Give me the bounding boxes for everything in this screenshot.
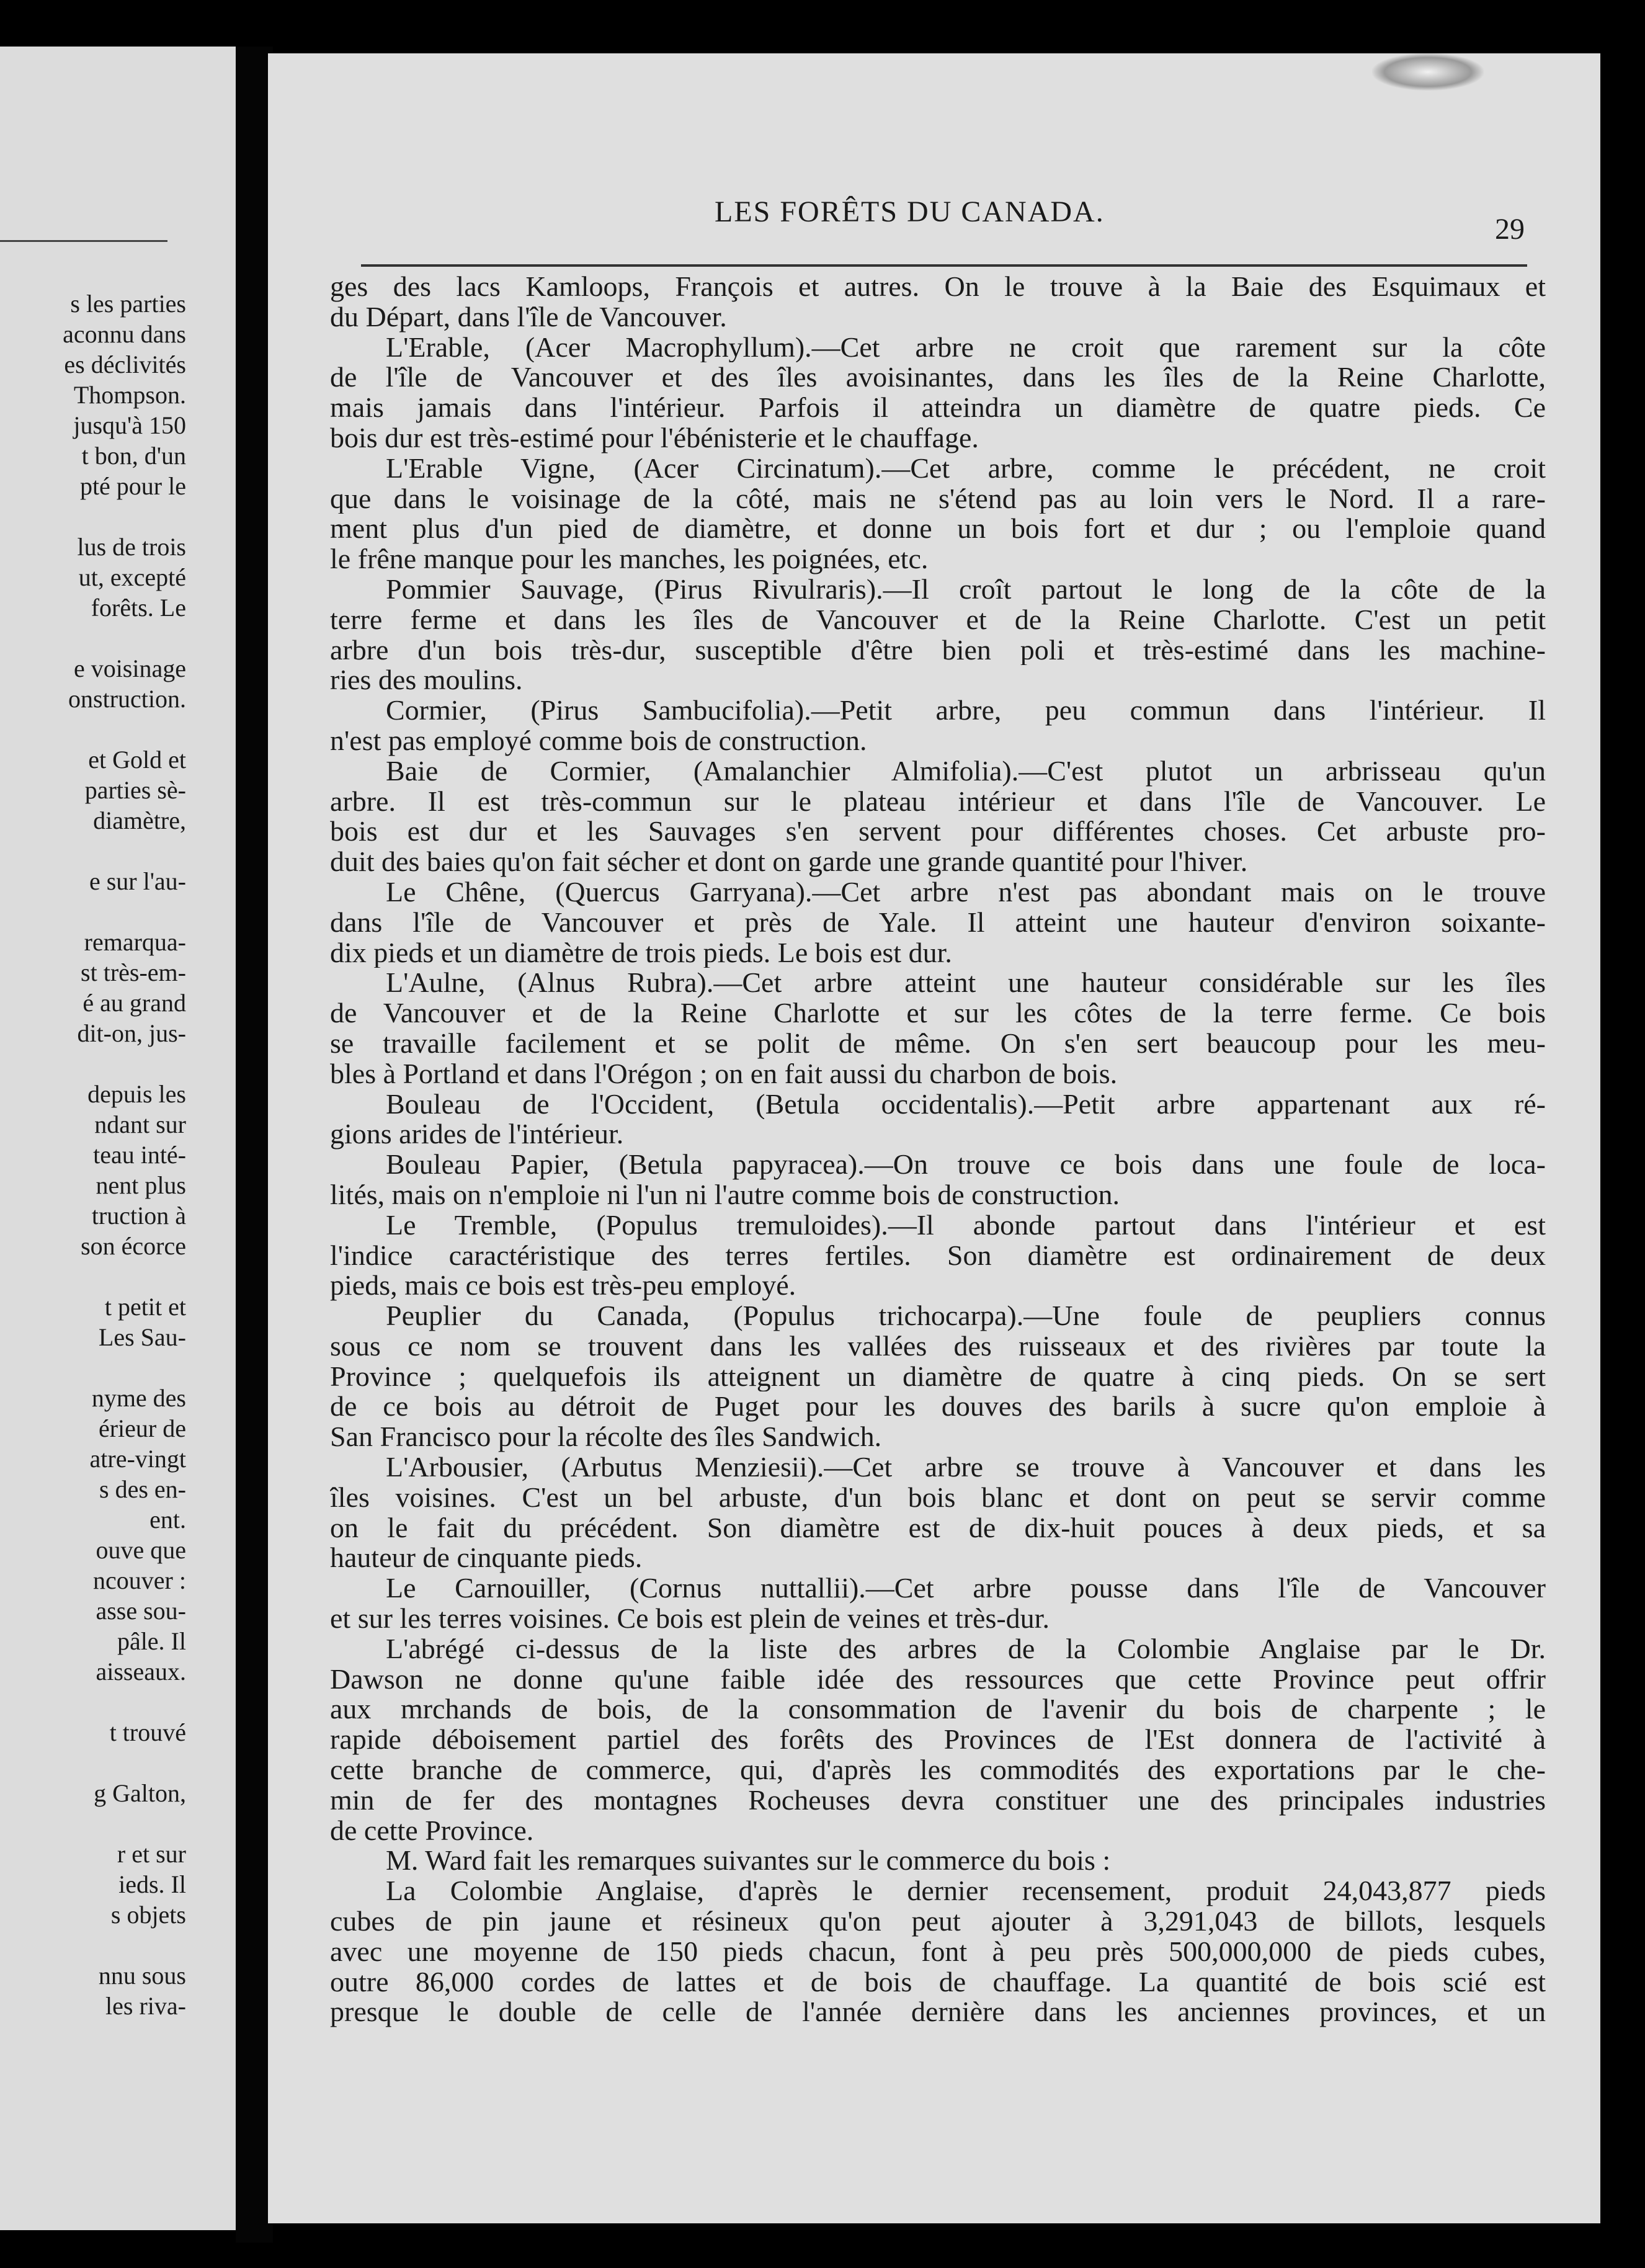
text-line: rapide déboisement partiel des forêts des Provinces de l'Est donnera de l'activité à bbox=[330, 1725, 1546, 1756]
left-page-line: aisseaux. bbox=[96, 1658, 186, 1685]
right-page bbox=[268, 53, 1600, 2223]
left-page-line: st très-em- bbox=[81, 958, 186, 986]
left-page-line: nnu sous bbox=[98, 1962, 186, 1989]
left-page-line: jusqu'à 150 bbox=[73, 411, 186, 439]
text-line: Cormier, (Pirus Sambucifolia).—Petit arbre, peu commun dans l'intérieur. Il bbox=[386, 695, 1546, 726]
text-line: îles voisines. C'est un bel arbuste, d'un bois blanc et dont on peut se servir comme bbox=[330, 1482, 1546, 1513]
text-line: se travaille facilement et se polit de même. On s'en sert beaucoup pour les meu- bbox=[330, 1028, 1546, 1059]
page-number: 29 bbox=[1495, 213, 1525, 246]
left-page-line: atre-vingt bbox=[89, 1445, 186, 1473]
text-line: Le Chêne, (Quercus Garryana).—Cet arbre n'est pas abondant mais on le trouve bbox=[386, 877, 1546, 908]
left-page-line bbox=[0, 623, 186, 653]
left-page-line bbox=[0, 1687, 186, 1717]
text-line: ries des moulins. bbox=[330, 665, 523, 696]
text-line: arbre. Il est très-commun sur le plateau intérieur et dans l'île de Vancouver. Le bbox=[330, 786, 1546, 817]
text-line: n'est pas employé comme bois de construction. bbox=[330, 725, 867, 756]
text-line: bois est dur et les Sauvages s'en servent pour différentes choses. Cet arbuste pro- bbox=[330, 816, 1546, 847]
left-page-line: lus de trois bbox=[77, 533, 186, 561]
left-page-line bbox=[0, 896, 186, 927]
text-line: Bouleau de l'Occident, (Betula occidentalis).—Petit arbre appartenant aux ré- bbox=[386, 1089, 1546, 1120]
text-line: Dawson ne donne qu'une faible idée des ressources que cette Province peut offrir bbox=[330, 1664, 1546, 1695]
text-line: de l'île de Vancouver et des îles avoisinantes, dans les îles de la Reine Charlotte, bbox=[330, 362, 1546, 393]
text-line: sous ce nom se trouvent dans les vallées des ruisseaux et des rivières par toute la bbox=[330, 1331, 1546, 1362]
text-line: et sur les terres voisines. Ce bois est plein de veines et très-dur. bbox=[330, 1604, 1050, 1634]
left-page-text bbox=[0, 288, 186, 2021]
text-line: Pommier Sauvage, (Pirus Rivulraris).—Il croît partout le long de la côte de la bbox=[386, 574, 1546, 605]
text-line: Baie de Cormier, (Amalanchier Almifolia).—C'est plutot un arbrisseau qu'un bbox=[386, 756, 1546, 787]
text-line: aux mrchands de bois, de la consommation de l'avenir du bois de charpente ; le bbox=[330, 1694, 1546, 1725]
text-line: dans l'île de Vancouver et près de Yale. Il atteint une hauteur d'environ soixante- bbox=[330, 907, 1546, 938]
text-line: San Francisco pour la récolte des îles Sandwich. bbox=[330, 1422, 882, 1453]
text-line: min de fer des montagnes Rocheuses devra constituer une des principales industries bbox=[330, 1785, 1546, 1816]
text-line: presque le double de celle de l'année dernière dans les anciennes provinces, et un bbox=[330, 1997, 1546, 2028]
text-line: terre ferme et dans les îles de Vancouver et de la Reine Charlotte. C'est un petit bbox=[330, 604, 1546, 635]
left-page-line: parties sè- bbox=[84, 776, 186, 804]
left-page-line: ndant sur bbox=[94, 1110, 186, 1138]
text-line: L'Erable Vigne, (Acer Circinatum).—Cet arbre, comme le précédent, ne croit bbox=[386, 453, 1546, 484]
text-line: de Vancouver et de la Reine Charlotte et sur les côtes de la terre ferme. Ce bois bbox=[330, 998, 1546, 1029]
text-line: avec une moyenne de 150 pieds chacun, font à peu près 500,000,000 de pieds cubes, bbox=[330, 1936, 1546, 1967]
text-line: de cette Province. bbox=[330, 1815, 534, 1846]
left-page-line: nyme des bbox=[91, 1384, 186, 1412]
left-page-line: depuis les bbox=[87, 1080, 186, 1108]
left-page-line: é au grand bbox=[82, 989, 186, 1017]
left-page-line: asse sou- bbox=[96, 1597, 186, 1625]
left-page-line: s objets bbox=[110, 1901, 186, 1929]
left-page-line: aconnu dans bbox=[63, 320, 186, 348]
left-page-line: r et sur bbox=[117, 1840, 186, 1868]
text-line: duit des baies qu'on fait sécher et dont on garde une grande quantité pour l'hiver. bbox=[330, 847, 1248, 877]
left-page-line: érieur de bbox=[98, 1414, 186, 1442]
text-line: L'Erable, (Acer Macrophyllum).—Cet arbre ne croit que rarement sur la côte bbox=[386, 332, 1546, 363]
text-line: L'Arbousier, (Arbutus Menziesii).—Cet arbre se trouve à Vancouver et dans les bbox=[386, 1452, 1546, 1483]
text-line: dix pieds et un diamètre de trois pieds. Le bois est dur. bbox=[330, 937, 952, 968]
left-page-line bbox=[0, 1930, 186, 1960]
left-page-line bbox=[0, 1048, 186, 1079]
left-page-line bbox=[0, 1352, 186, 1383]
text-line: arbre d'un bois très-dur, susceptible d'être bien poli et très-estimé dans les machine- bbox=[330, 635, 1546, 666]
text-line: lités, mais on n'emploie ni l'un ni l'autre comme bois de construction. bbox=[330, 1179, 1120, 1210]
text-line: cette branche de commerce, qui, d'après les commodités des exportations par le che- bbox=[330, 1755, 1546, 1785]
text-line: outre 86,000 cordes de lattes et de bois de chauffage. La quantité de bois scié est bbox=[330, 1967, 1546, 1998]
book-gutter bbox=[236, 47, 273, 2243]
ink-blot bbox=[1372, 53, 1484, 91]
text-line: Le Carnouiller, (Cornus nuttallii).—Cet arbre pousse dans l'île de Vancouver bbox=[386, 1573, 1546, 1604]
left-page-line: et Gold et bbox=[88, 746, 186, 774]
body-text bbox=[330, 272, 1546, 2027]
left-page-line bbox=[0, 836, 186, 866]
left-page-line bbox=[0, 714, 186, 744]
left-page-line: pté pour le bbox=[79, 472, 186, 500]
left-page-line: ieds. Il bbox=[118, 1870, 186, 1898]
left-page-line: ncouver : bbox=[93, 1566, 186, 1594]
text-line: pieds, mais ce bois est très-peu employé. bbox=[330, 1270, 796, 1301]
left-page-line: Thompson. bbox=[73, 381, 186, 409]
left-page-line: s des en- bbox=[99, 1475, 186, 1503]
text-line: M. Ward fait les remarques suivantes sur le commerce du bois : bbox=[386, 1846, 1111, 1877]
left-page-line bbox=[0, 1261, 186, 1292]
text-line: de ce bois au détroit de Puget pour les douves des barils à sucre qu'on emploie à bbox=[330, 1391, 1546, 1422]
left-page-line: teau inté- bbox=[93, 1141, 186, 1169]
left-page-line: son écorce bbox=[81, 1232, 186, 1260]
left-page-line bbox=[0, 501, 186, 532]
left-page-line: les riva- bbox=[105, 1992, 186, 2020]
text-line: L'Aulne, (Alnus Rubra).—Cet arbre atteint une hauteur considérable sur les îles bbox=[386, 968, 1546, 999]
left-page-line: e sur l'au- bbox=[89, 867, 186, 895]
left-page-line: t trouvé bbox=[109, 1718, 186, 1746]
left-page-line: ent. bbox=[149, 1506, 186, 1534]
text-line: ment plus d'un pied de diamètre, et donne un bois fort et dur ; ou l'emploie quand bbox=[330, 514, 1546, 545]
left-page-line: diamètre, bbox=[93, 806, 186, 834]
text-line: ges des lacs Kamloops, François et autres. On le trouve à la Baie des Esquimaux et bbox=[330, 272, 1546, 302]
left-page-line: forêts. Le bbox=[91, 594, 186, 622]
left-page-line: t bon, d'un bbox=[81, 442, 186, 470]
text-line: l'indice caractéristique des terres fertiles. Son diamètre est ordinairement de deux bbox=[330, 1240, 1546, 1271]
left-page-line: onstruction. bbox=[68, 685, 186, 713]
left-page-line: e voisinage bbox=[73, 654, 186, 682]
text-line: Le Tremble, (Populus tremuloides).—Il abonde partout dans l'intérieur et est bbox=[386, 1210, 1546, 1241]
left-page-line: remarqua- bbox=[84, 928, 186, 956]
header-rule bbox=[361, 264, 1527, 267]
text-line: gions arides de l'intérieur. bbox=[330, 1119, 624, 1150]
left-page-line: s les parties bbox=[70, 290, 186, 318]
left-page-line: pâle. Il bbox=[117, 1627, 186, 1655]
left-page-line: dit-on, jus- bbox=[77, 1019, 186, 1047]
left-page-line bbox=[0, 1748, 186, 1778]
text-line: du Départ, dans l'île de Vancouver. bbox=[330, 301, 727, 333]
running-header: LES FORÊTS DU CANADA. bbox=[715, 195, 1105, 228]
text-line: La Colombie Anglaise, d'après le dernier recensement, produit 24,043,877 pieds bbox=[386, 1876, 1546, 1907]
left-page-line: truction à bbox=[91, 1202, 186, 1230]
left-page bbox=[0, 47, 236, 2230]
text-line: mais jamais dans l'intérieur. Parfois il atteindra un diamètre de quatre pieds. Ce bbox=[330, 393, 1546, 423]
left-page-line: ouve que bbox=[96, 1536, 186, 1564]
left-page-line: es déclivités bbox=[64, 350, 186, 378]
left-page-line: g Galton, bbox=[94, 1779, 186, 1807]
text-line: bois dur est très-estimé pour l'ébénisterie et le chauffage. bbox=[330, 422, 979, 453]
text-line: on le fait du précédent. Son diamètre est de dix-huit pouces à deux pieds, et sa bbox=[330, 1512, 1546, 1543]
text-line: hauteur de cinquante pieds. bbox=[330, 1543, 643, 1574]
text-line: bles à Portland et dans l'Orégon ; on en fait aussi du charbon de bois. bbox=[330, 1058, 1118, 1089]
text-line: Bouleau Papier, (Betula papyracea).—On trouve ce bois dans une foule de loca- bbox=[386, 1150, 1546, 1180]
text-line: Province ; quelquefois ils atteignent un diamètre de quatre à cinq pieds. On se sert bbox=[330, 1361, 1546, 1392]
left-page-line: Les Sau- bbox=[98, 1323, 186, 1351]
text-line: Peuplier du Canada, (Populus trichocarpa).—Une foule de peupliers connus bbox=[386, 1301, 1546, 1331]
text-line: cubes de pin jaune et résineux qu'on peut ajouter à 3,291,043 de billots, lesquels bbox=[330, 1906, 1546, 1937]
left-page-line bbox=[0, 1808, 186, 1839]
text-line: le frêne manque pour les manches, les poignées, etc. bbox=[330, 544, 929, 574]
text-line: L'abrégé ci-dessus de la liste des arbres de la Colombie Anglaise par le Dr. bbox=[386, 1633, 1546, 1664]
text-line: que dans le voisinage de la côté, mais ne s'étend pas au loin vers le Nord. Il a rare- bbox=[330, 483, 1546, 514]
left-page-rule bbox=[0, 240, 167, 242]
left-page-line: nent plus bbox=[96, 1171, 186, 1199]
left-page-line: ut, excepté bbox=[78, 563, 186, 591]
left-page-line: t petit et bbox=[104, 1293, 186, 1321]
